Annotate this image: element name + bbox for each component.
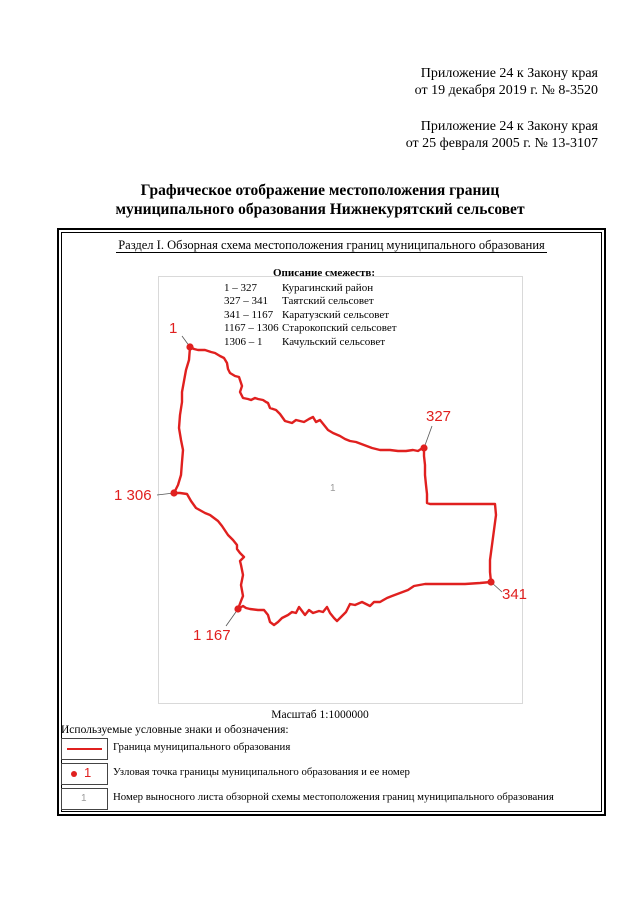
adjacency-name: Качульский сельсовет — [282, 335, 386, 348]
adjacency-row — [224, 282, 424, 296]
adjacency-row — [224, 322, 424, 336]
node-point-sample: 1 — [84, 765, 92, 780]
adjacency-row — [224, 309, 424, 323]
adjacency-row — [224, 336, 424, 350]
legend-item-label: Номер выносного листа обзорной схемы местоположения границ муниципального образования — [113, 791, 554, 803]
map-scale: Масштаб 1:1000000 — [271, 709, 369, 721]
sheet-number-sample: 1 — [81, 793, 87, 804]
appendix-2005-line1: Приложение 24 к Закону края — [420, 119, 598, 134]
node-label-1306: 1 306 — [114, 487, 152, 504]
node-point-1167 — [234, 605, 241, 612]
sheet-number-label: 1 — [330, 483, 336, 494]
node-point-1306 — [170, 489, 177, 496]
node-point-327 — [420, 444, 427, 451]
adjacency-range: 1306 – 1 — [224, 335, 263, 348]
adjacency-name: Старокопский сельсовет — [282, 322, 397, 334]
adjacency-range: 341 – 1167 — [224, 308, 274, 321]
adjacency-row — [224, 295, 424, 309]
legend-title: Используемые условные знаки и обозначения: — [61, 724, 289, 736]
node-point-icon — [61, 763, 108, 785]
node-label-327: 327 — [426, 408, 452, 425]
adjacency-range: 1 – 327 — [224, 281, 257, 294]
adjacency-title: Описание смежеств: — [272, 267, 376, 279]
node-label-341: 341 — [502, 586, 528, 603]
section-title-text: Раздел I. Обзорная схема местоположения границ муниципального образования — [118, 238, 545, 252]
appendix-2005-line2: от 25 февраля 2005 г. № 13-3107 — [405, 136, 598, 151]
adjacency-name: Таятский сельсовет — [282, 295, 374, 307]
node-point-341 — [487, 578, 494, 585]
title-line2: муниципального образования Нижнекурятский сельсовет — [115, 201, 525, 218]
red-line-icon — [61, 738, 108, 760]
title-line1: Графическое отображение местоположения границ — [140, 182, 500, 199]
adjacency-range: 327 – 341 — [224, 295, 268, 307]
adjacency-range: 1167 – 1306 — [224, 322, 279, 334]
legend-item-label: Узловая точка границы муниципального образования и ее номер — [113, 766, 410, 778]
node-label-1167: 1 167 — [193, 627, 231, 644]
adjacency-name: Курагинский район — [282, 281, 374, 294]
legend-item-label: Граница муниципального образования — [113, 741, 291, 753]
appendix-2019-line2: от 19 декабря 2019 г. № 8-3520 — [414, 83, 598, 98]
appendix-2019-line1: Приложение 24 к Закону края — [420, 66, 598, 81]
sheet-number-icon — [61, 788, 108, 810]
node-label-1: 1 — [169, 320, 178, 337]
node-point-1 — [186, 343, 193, 350]
adjacency-description — [224, 267, 424, 349]
adjacency-name: Каратузский сельсовет — [282, 308, 390, 321]
